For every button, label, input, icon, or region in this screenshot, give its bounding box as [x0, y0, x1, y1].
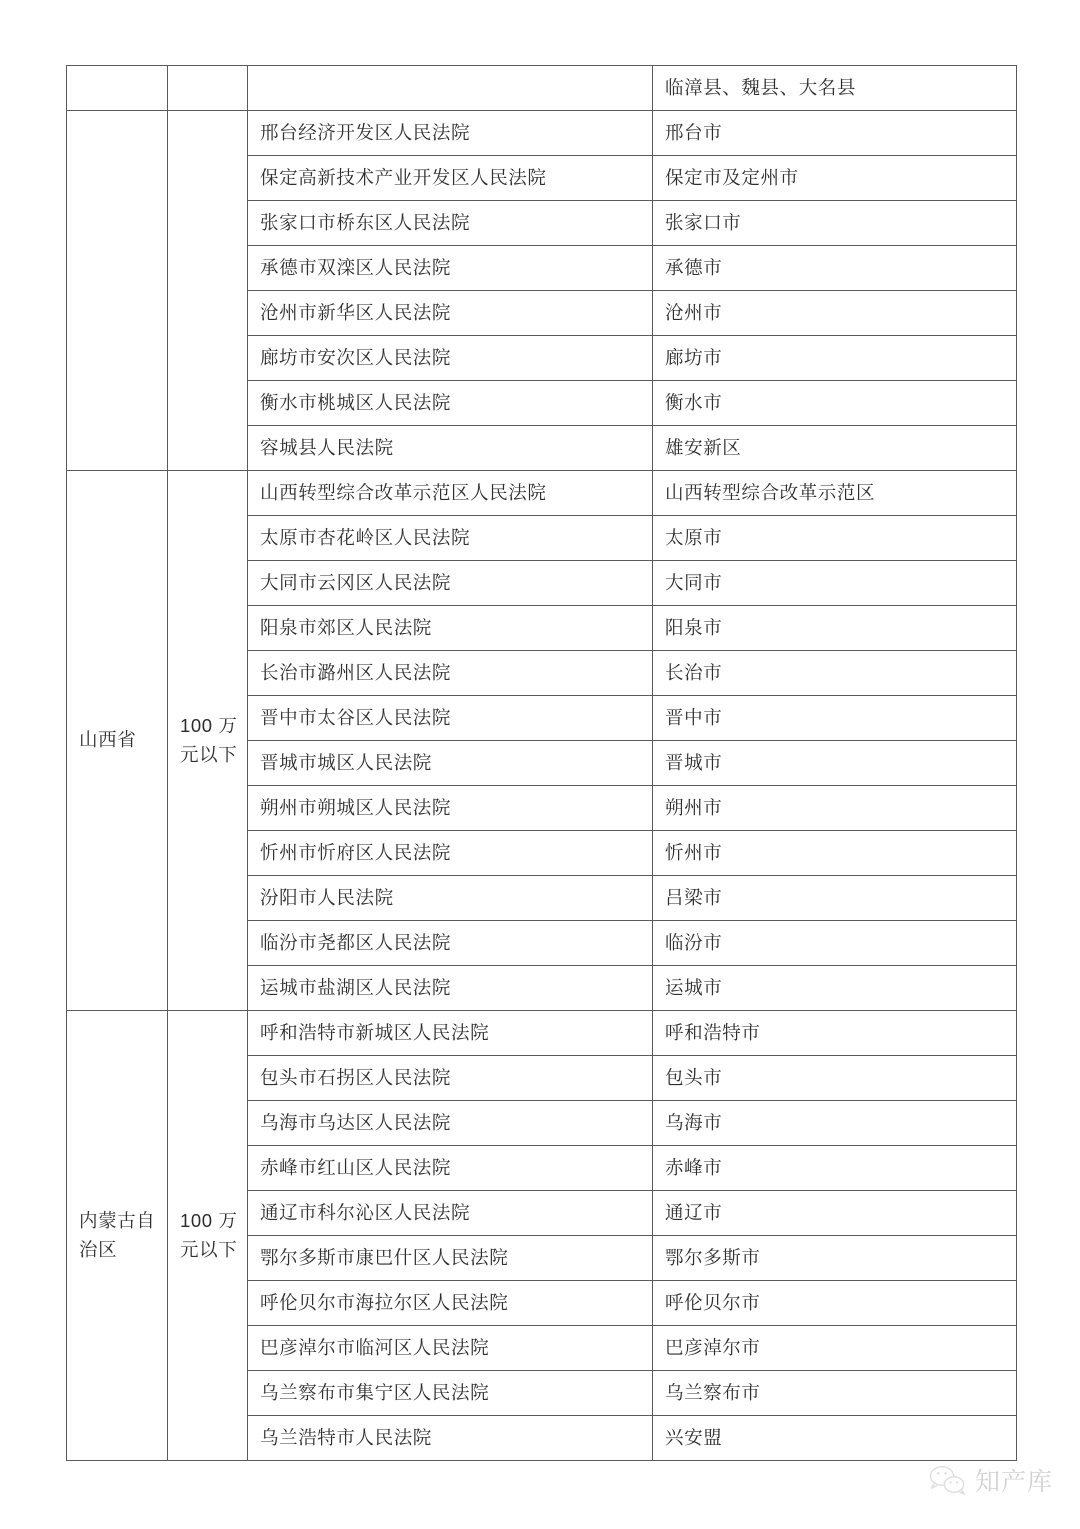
- watermark: [928, 1462, 1053, 1498]
- court-cell: 衡水市桃城区人民法院: [248, 381, 653, 426]
- court-cell: 赤峰市红山区人民法院: [248, 1146, 653, 1191]
- court-cell: 廊坊市安次区人民法院: [248, 336, 653, 381]
- area-cell: 保定市及定州市: [653, 156, 1017, 201]
- amount-label-line: 100 万: [180, 714, 238, 736]
- table-row: [67, 471, 1017, 516]
- court-cell: 长治市潞州区人民法院: [248, 651, 653, 696]
- court-cell: 忻州市忻府区人民法院: [248, 831, 653, 876]
- area-cell: 承德市: [653, 246, 1017, 291]
- area-cell: 乌兰察布市: [653, 1371, 1017, 1416]
- court-cell: 晋中市太谷区人民法院: [248, 696, 653, 741]
- amount-label-line: 元以下: [180, 1238, 238, 1260]
- area-cell: 阳泉市: [653, 606, 1017, 651]
- area-cell: 临汾市: [653, 921, 1017, 966]
- court-cell: 鄂尔多斯市康巴什区人民法院: [248, 1236, 653, 1281]
- court-cell: 包头市石拐区人民法院: [248, 1056, 653, 1101]
- court-cell: 晋城市城区人民法院: [248, 741, 653, 786]
- court-cell: 巴彦淖尔市临河区人民法院: [248, 1326, 653, 1371]
- court-cell: 承德市双滦区人民法院: [248, 246, 653, 291]
- area-cell: 太原市: [653, 516, 1017, 561]
- area-cell: 沧州市: [653, 291, 1017, 336]
- table-row: [67, 111, 1017, 156]
- area-cell: 赤峰市: [653, 1146, 1017, 1191]
- court-cell: 呼和浩特市新城区人民法院: [248, 1011, 653, 1056]
- table-row: [67, 1011, 1017, 1056]
- province-label-line: 治区: [79, 1238, 118, 1260]
- court-cell: [248, 66, 653, 111]
- area-cell: 呼伦贝尔市: [653, 1281, 1017, 1326]
- table-row: [67, 66, 1017, 111]
- area-cell: 包头市: [653, 1056, 1017, 1101]
- area-cell: 大同市: [653, 561, 1017, 606]
- court-cell: 朔州市朔城区人民法院: [248, 786, 653, 831]
- court-cell: 保定高新技术产业开发区人民法院: [248, 156, 653, 201]
- area-cell: 兴安盟: [653, 1416, 1017, 1461]
- area-cell: 临漳县、魏县、大名县: [653, 66, 1017, 111]
- area-cell: 通辽市: [653, 1191, 1017, 1236]
- court-cell: 汾阳市人民法院: [248, 876, 653, 921]
- amount-label-line: 元以下: [180, 743, 238, 765]
- area-cell: 邢台市: [653, 111, 1017, 156]
- court-cell: 沧州市新华区人民法院: [248, 291, 653, 336]
- province-cell: [67, 66, 168, 111]
- area-cell: 运城市: [653, 966, 1017, 1011]
- wechat-icon: [928, 1464, 968, 1496]
- court-cell: 阳泉市郊区人民法院: [248, 606, 653, 651]
- area-cell: 张家口市: [653, 201, 1017, 246]
- court-cell: 太原市杏花岭区人民法院: [248, 516, 653, 561]
- area-cell: 鄂尔多斯市: [653, 1236, 1017, 1281]
- area-cell: 雄安新区: [653, 426, 1017, 471]
- area-cell: 呼和浩特市: [653, 1011, 1017, 1056]
- area-cell: 山西转型综合改革示范区: [653, 471, 1017, 516]
- amount-cell: [168, 471, 248, 1011]
- jurisdiction-table: [66, 65, 1017, 1461]
- area-cell: 廊坊市: [653, 336, 1017, 381]
- court-cell: 通辽市科尔沁区人民法院: [248, 1191, 653, 1236]
- court-cell: 大同市云冈区人民法院: [248, 561, 653, 606]
- area-cell: 忻州市: [653, 831, 1017, 876]
- court-cell: 乌海市乌达区人民法院: [248, 1101, 653, 1146]
- court-cell: 运城市盐湖区人民法院: [248, 966, 653, 1011]
- amount-cell: [168, 1011, 248, 1461]
- court-cell: 邢台经济开发区人民法院: [248, 111, 653, 156]
- court-cell: 容城县人民法院: [248, 426, 653, 471]
- area-cell: 巴彦淖尔市: [653, 1326, 1017, 1371]
- amount-label-line: 100 万: [180, 1209, 238, 1231]
- area-cell: 晋城市: [653, 741, 1017, 786]
- area-cell: 朔州市: [653, 786, 1017, 831]
- court-cell: 乌兰察布市集宁区人民法院: [248, 1371, 653, 1416]
- amount-cell: [168, 111, 248, 471]
- province-cell: [67, 471, 168, 1011]
- area-cell: 乌海市: [653, 1101, 1017, 1146]
- province-label-line: 内蒙古自: [79, 1209, 156, 1231]
- province-cell: [67, 1011, 168, 1461]
- area-cell: 吕梁市: [653, 876, 1017, 921]
- court-cell: 乌兰浩特市人民法院: [248, 1416, 653, 1461]
- watermark-label: 知产库: [975, 1467, 1054, 1496]
- court-cell: 张家口市桥东区人民法院: [248, 201, 653, 246]
- area-cell: 衡水市: [653, 381, 1017, 426]
- court-cell: 临汾市尧都区人民法院: [248, 921, 653, 966]
- area-cell: 长治市: [653, 651, 1017, 696]
- area-cell: 晋中市: [653, 696, 1017, 741]
- amount-cell: [168, 66, 248, 111]
- province-cell: [67, 111, 168, 471]
- court-cell: 呼伦贝尔市海拉尔区人民法院: [248, 1281, 653, 1326]
- court-cell: 山西转型综合改革示范区人民法院: [248, 471, 653, 516]
- province-label-line: 山西省: [79, 729, 137, 751]
